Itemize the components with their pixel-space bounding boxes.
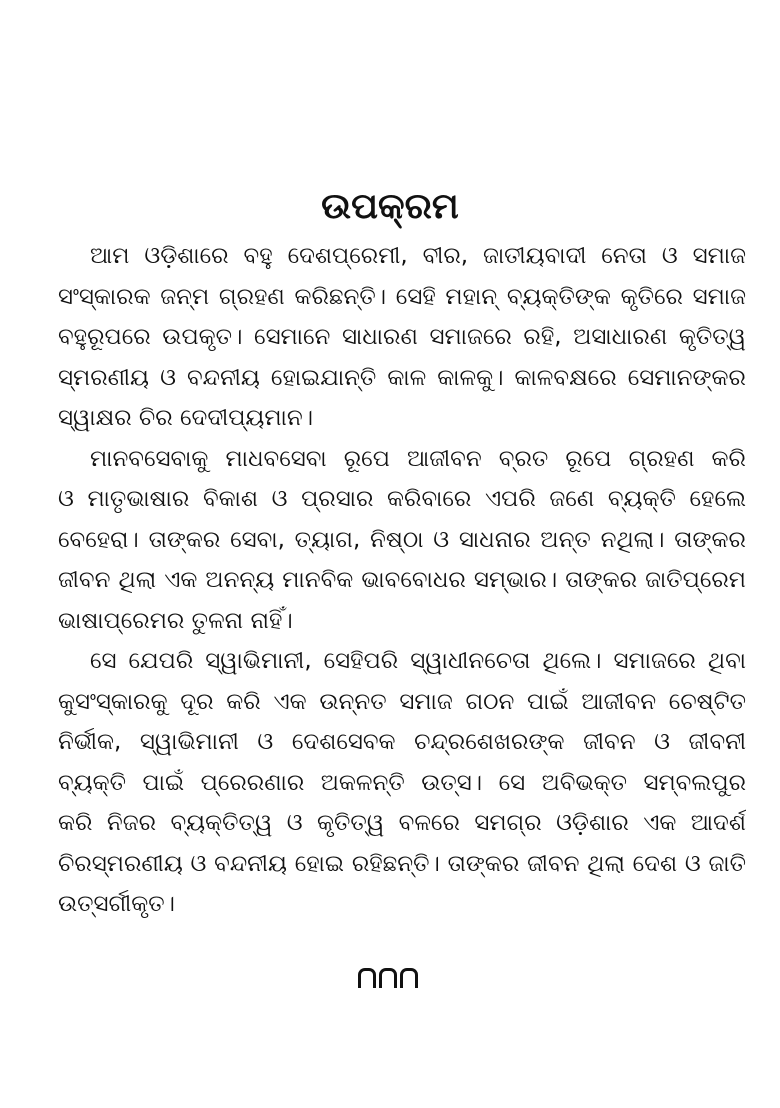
text-line: ଭାଷାପ୍ରେମର ତୁଳନା ନାହିଁ। bbox=[58, 607, 293, 634]
text-line: ବ୍ୟକ୍ତି ପାଇଁ ପ୍ରେରଣାର ଅକଳନ୍ତି ଉତ୍ସ। ସେ ଅବିଭକ୍ତ ସମ୍ବଲପୁର bbox=[58, 769, 746, 796]
text-line: ଉତ୍ସର୍ଗୀକୃତ। bbox=[58, 891, 175, 917]
ornament-mark bbox=[358, 968, 376, 988]
text-line: ସଂସ୍କାରକ ଜନ୍ମ ଗ୍ରହଣ କରିଛନ୍ତି। ସେହି ମହାନ୍ ବ୍ୟକ୍ତିଙ୍କ କୃତିରେ ସମାଜ bbox=[58, 283, 746, 310]
end-ornament-icon bbox=[358, 968, 418, 988]
text-line: ଓ ମାତୃଭାଷାର ବିକାଶ ଓ ପ୍ରସାର କରିବାରେ ଏପରି ଜଣେ ବ୍ୟକ୍ତି ହେଲେ bbox=[58, 486, 746, 512]
paragraph-2 bbox=[58, 439, 746, 642]
document-body bbox=[58, 236, 746, 925]
text-line: ସେ ଯେପରି ସ୍ୱାଭିମାନୀ, ସେହିପରି ସ୍ୱାଧୀନଚେତା ଥିଲେ। ସମାଜରେ ଥିବା bbox=[90, 648, 746, 674]
text-line: ମାନବସେବାକୁ ମାଧବସେବା ରୂପେ ଆଜୀବନ ବ୍ରତ ରୂପେ ଗ୍ରହଣ କରି bbox=[90, 445, 746, 472]
text-line: ବେହେରା। ତାଙ୍କର ସେବା, ତ୍ୟାଗ, ନିଷ୍ଠା ଓ ସାଧନାର ଅନ୍ତ ନଥିଲା। ତାଙ୍କର bbox=[58, 526, 746, 553]
text-line: ସ୍ୱାକ୍ଷର ଚିର ଦେଦୀପ୍ୟମାନ। bbox=[58, 405, 314, 431]
text-line: ବହୁରୂପରେ ଉପକୃତ। ସେମାନେ ସାଧାରଣ ସମାଜରେ ରହି, ଅସାଧାରଣ କୃତିତ୍ୱ bbox=[58, 324, 746, 350]
text-line: ଜୀବନ ଥିଲା ଏକ ଅନନ୍ୟ ମାନବିକ ଭାବବୋଧର ସମ୍ଭାର। ତାଙ୍କର ଜାତିପ୍ରେମ bbox=[58, 567, 746, 593]
page-title: ଉପକ୍ରମ bbox=[321, 186, 459, 227]
text-line: କୁସଂସ୍କାରକୁ ଦୂର କରି ଏକ ଉନ୍ନତ ସମାଜ ଗଠନ ପାଇଁ ଆଜୀବନ ଚେଷ୍ଟିତ bbox=[58, 688, 746, 715]
ornament-mark bbox=[379, 968, 397, 988]
ornament-mark bbox=[400, 968, 418, 988]
text-line: କରି ନିଜର ବ୍ୟକ୍ତିତ୍ୱ ଓ କୃତିତ୍ୱ ବଳରେ ସମଗ୍ର ଓଡ଼ିଶାର ଏକ ଆଦର୍ଶ bbox=[58, 810, 746, 836]
text-line: ନିର୍ଭୀକ, ସ୍ୱାଭିମାନୀ ଓ ଦେଶସେବକ ଚନ୍ଦ୍ରଶେଖରଙ୍କ ଜୀବନ ଓ ଜୀବନୀ bbox=[58, 729, 746, 755]
text-line: ଆମ ଓଡ଼ିଶାରେ ବହୁ ଦେଶପ୍ରେମୀ, ବୀର, ଜାତୀୟବାଦୀ ନେତା ଓ ସମାଜ bbox=[90, 243, 746, 269]
text-line: ସ୍ମରଣୀୟ ଓ ବନ୍ଦନୀୟ ହୋଇଯାନ୍ତି କାଳ କାଳକୁ। କାଳବକ୍ଷରେ ସେମାନଙ୍କର bbox=[58, 364, 746, 391]
paragraph-1 bbox=[58, 236, 746, 439]
text-line: ଚିରସ୍ମରଣୀୟ ଓ ବନ୍ଦନୀୟ ହୋଇ ରହିଛନ୍ତି। ତାଙ୍କର ଜୀବନ ଥିଲା ଦେଶ ଓ ଜାତି bbox=[58, 850, 746, 877]
paragraph-3 bbox=[58, 641, 746, 925]
